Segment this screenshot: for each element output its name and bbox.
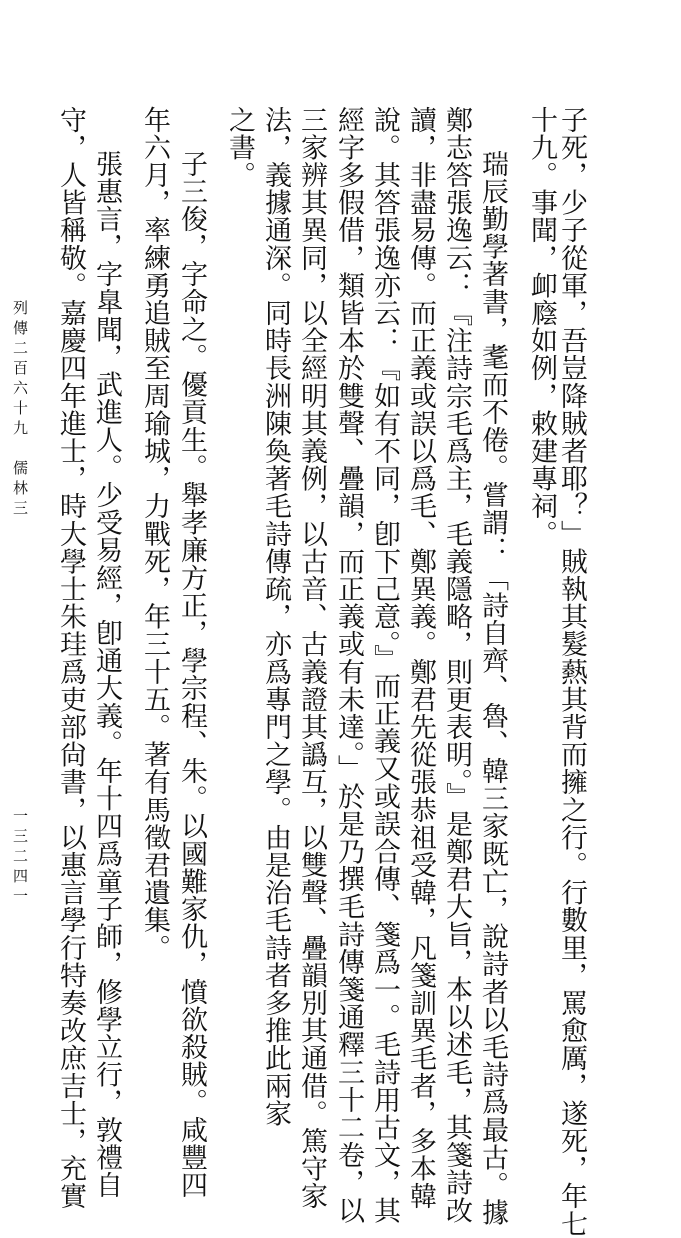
text-column: 守，人皆稱敬。嘉慶四年進士，時大學士朱珪爲吏部尙書，以惠言學行特奏改庶吉士，充實 [55,106,86,1210]
text-column: 子死，少子從軍，吾豈降賊者耶？」賊執其髮爇其背而擁之行。行數里，罵愈厲，遂死，年七 [556,106,587,1238]
text-column: 經字多假借，類皆本於雙聲、疊韻，而正義或有未達。」於是乃撰毛詩傳箋通釋三十二卷，以 [333,106,364,1225]
text-column: 瑞辰勤學著書，耄而不倦。嘗謂：「詩自齊、魯、韓三家既亡，說詩者以毛詩爲最古。據 [477,150,508,1227]
text-column: 十九。事聞，卹廕如例，敕建專祠。 [526,106,557,548]
text-column: 子三俊，字命之。優貢生。舉孝廉方正，學宗程、朱。以國難家仇，憤欲殺賊。咸豐四 [176,150,207,1199]
text-column: 鄭志答張逸云：『注詩宗毛爲主，毛義隱略，則更表明。』是鄭君大旨，本以述毛，其箋詩改 [441,106,472,1225]
text-column: 年六月，率練勇追賊至周瑜城，力戰死，年三十五。著有馬徵君遺集。 [139,106,170,962]
text-column: 之書。 [224,106,255,189]
page-number: 一三二四一 [11,808,29,908]
text-column: 三家辨其異同，以全經明其義例，以古音、古義證其譌互，以雙聲、疊韻別其通借。篤守家 [296,106,327,1210]
running-header: 列傳二百六十九 儒林三 [11,300,29,520]
text-column: 說。其答張逸亦云：『如有不同，卽下己意。』而正義又或誤合傳、箋爲一。毛詩用古文，其 [369,106,400,1225]
text-column: 張惠言，字臯聞，武進人。少受易經，卽通大義。年十四爲童子師，修學立行，敦禮自 [91,150,122,1199]
text-column: 讀，非盡易傳。而正義或誤以爲毛、鄭異義。鄭君先從張恭祖受韓，凡箋訓異毛者，多本韓 [405,106,436,1210]
text-column: 法，義據通深。同時長洲陳奐著毛詩傳疏，亦爲專門之學。由是治毛詩者多推此兩家 [260,106,291,1128]
